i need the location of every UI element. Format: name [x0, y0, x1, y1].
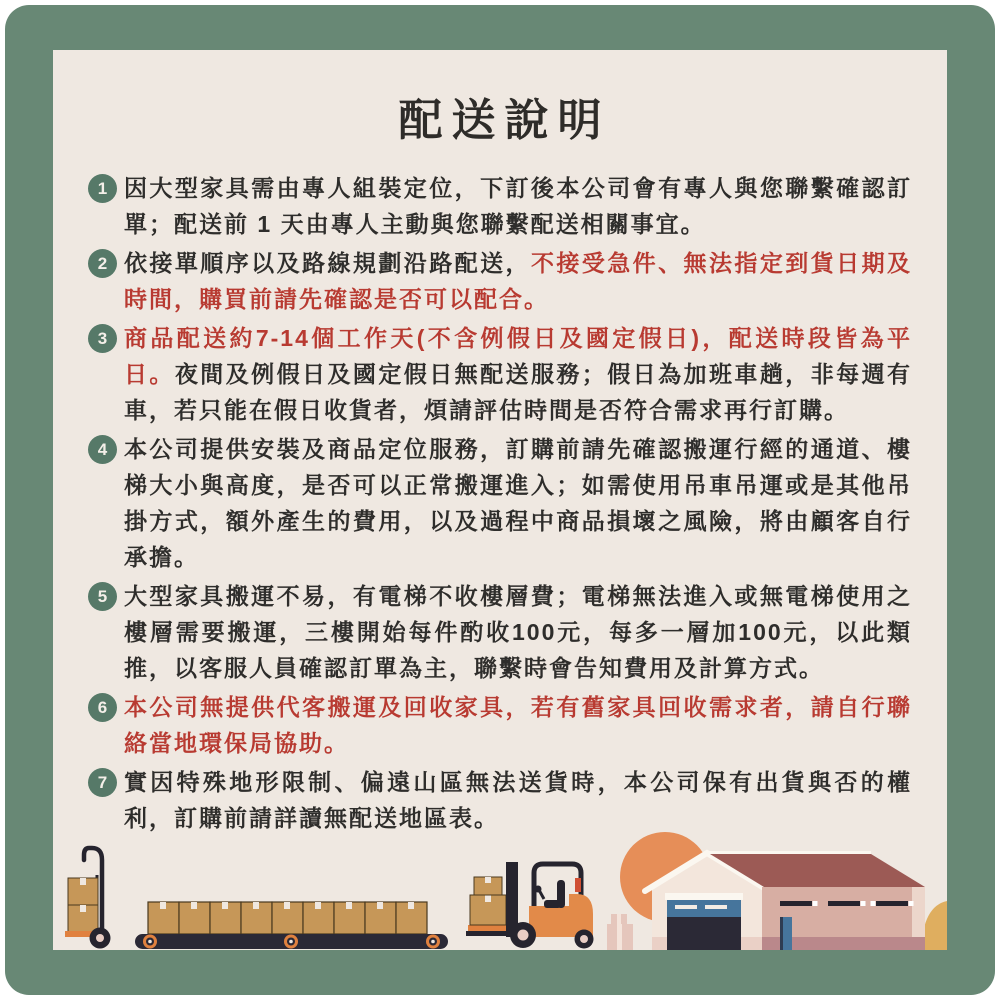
hand-truck-icon	[65, 848, 111, 949]
item-number-badge: 2	[88, 249, 117, 278]
delivery-notes-list	[53, 170, 947, 836]
text-segment: 因大型家具需由專人組裝定位，下訂後本公司會有專人與您聯繫確認訂單；配送前 1 天由專人主動與您聯繫配送相關事宜。	[124, 175, 912, 237]
item-number-badge: 7	[88, 768, 117, 797]
cargo-boxes	[148, 902, 427, 934]
item-text	[124, 170, 912, 242]
text-segment: 依接單順序以及路線規劃沿路配送，	[124, 250, 531, 276]
list-item	[88, 689, 912, 761]
garage-lintel	[665, 893, 743, 900]
delivery-illustration	[53, 800, 947, 950]
list-item	[88, 245, 912, 317]
text-segment: 大型家具搬運不易，有電梯不收樓層費；電梯無法進入或無電梯使用之樓層需要搬運，三樓開始每件酌收100元，每多一層加100元，以此類推，以客服人員確認訂單為主，聯繫時會告知費用及計算方式。	[124, 583, 912, 681]
list-item	[88, 320, 912, 428]
text-segment-red: 本公司無提供代客搬運及回收家具，若有舊家具回收需求者，請自行聯絡當地環保局協助。	[124, 694, 912, 756]
item-number-badge: 5	[88, 582, 117, 611]
item-text	[124, 578, 912, 686]
parcel-boxes-icon	[607, 914, 633, 950]
item-text	[124, 689, 912, 761]
forklift-icon	[466, 862, 594, 949]
text-segment-red: 不接受急件、無法指定到貨日期及時間，購買前請先確認是否可以配合。	[124, 250, 913, 312]
garage-door	[667, 917, 741, 950]
item-number-badge: 6	[88, 693, 117, 722]
item-number-badge: 4	[88, 435, 117, 464]
conveyor-belt-icon	[135, 902, 448, 949]
delivery-info-card	[53, 50, 947, 950]
item-number-badge: 1	[88, 174, 117, 203]
item-number-badge: 3	[88, 324, 117, 353]
text-segment-red: 商品配送約7-14個工作天(不含例假日及國定假日)，配送時段皆為平日。	[124, 325, 912, 387]
list-item	[88, 431, 912, 575]
poster-background	[5, 5, 995, 995]
warehouse-icon	[645, 853, 925, 951]
item-text	[124, 245, 912, 317]
text-segment: 本公司提供安裝及商品定位服務，訂購前請先確認搬運行經的通道、樓梯大小與高度，是否可以正常搬運進入；如需使用吊車吊運或是其他吊掛方式，額外產生的費用，以及過程中商品損壞之風險，將由顧客自行承擔。	[124, 436, 912, 570]
text-segment: 夜間及例假日及國定假日無配送服務；假日為加班車趟，非每週有車，若只能在假日收貨者，煩請評估時間是否符合需求再行訂購。	[124, 361, 913, 423]
item-text	[124, 431, 912, 575]
item-text	[124, 320, 912, 428]
list-item	[88, 170, 912, 242]
page-title: 配送說明	[398, 96, 611, 145]
list-item	[88, 578, 912, 686]
text-segment: 實因特殊地形限制、偏遠山區無法送貨時，本公司保有出貨與否的權利，訂購前請詳讀無配送地區表。	[124, 769, 912, 831]
